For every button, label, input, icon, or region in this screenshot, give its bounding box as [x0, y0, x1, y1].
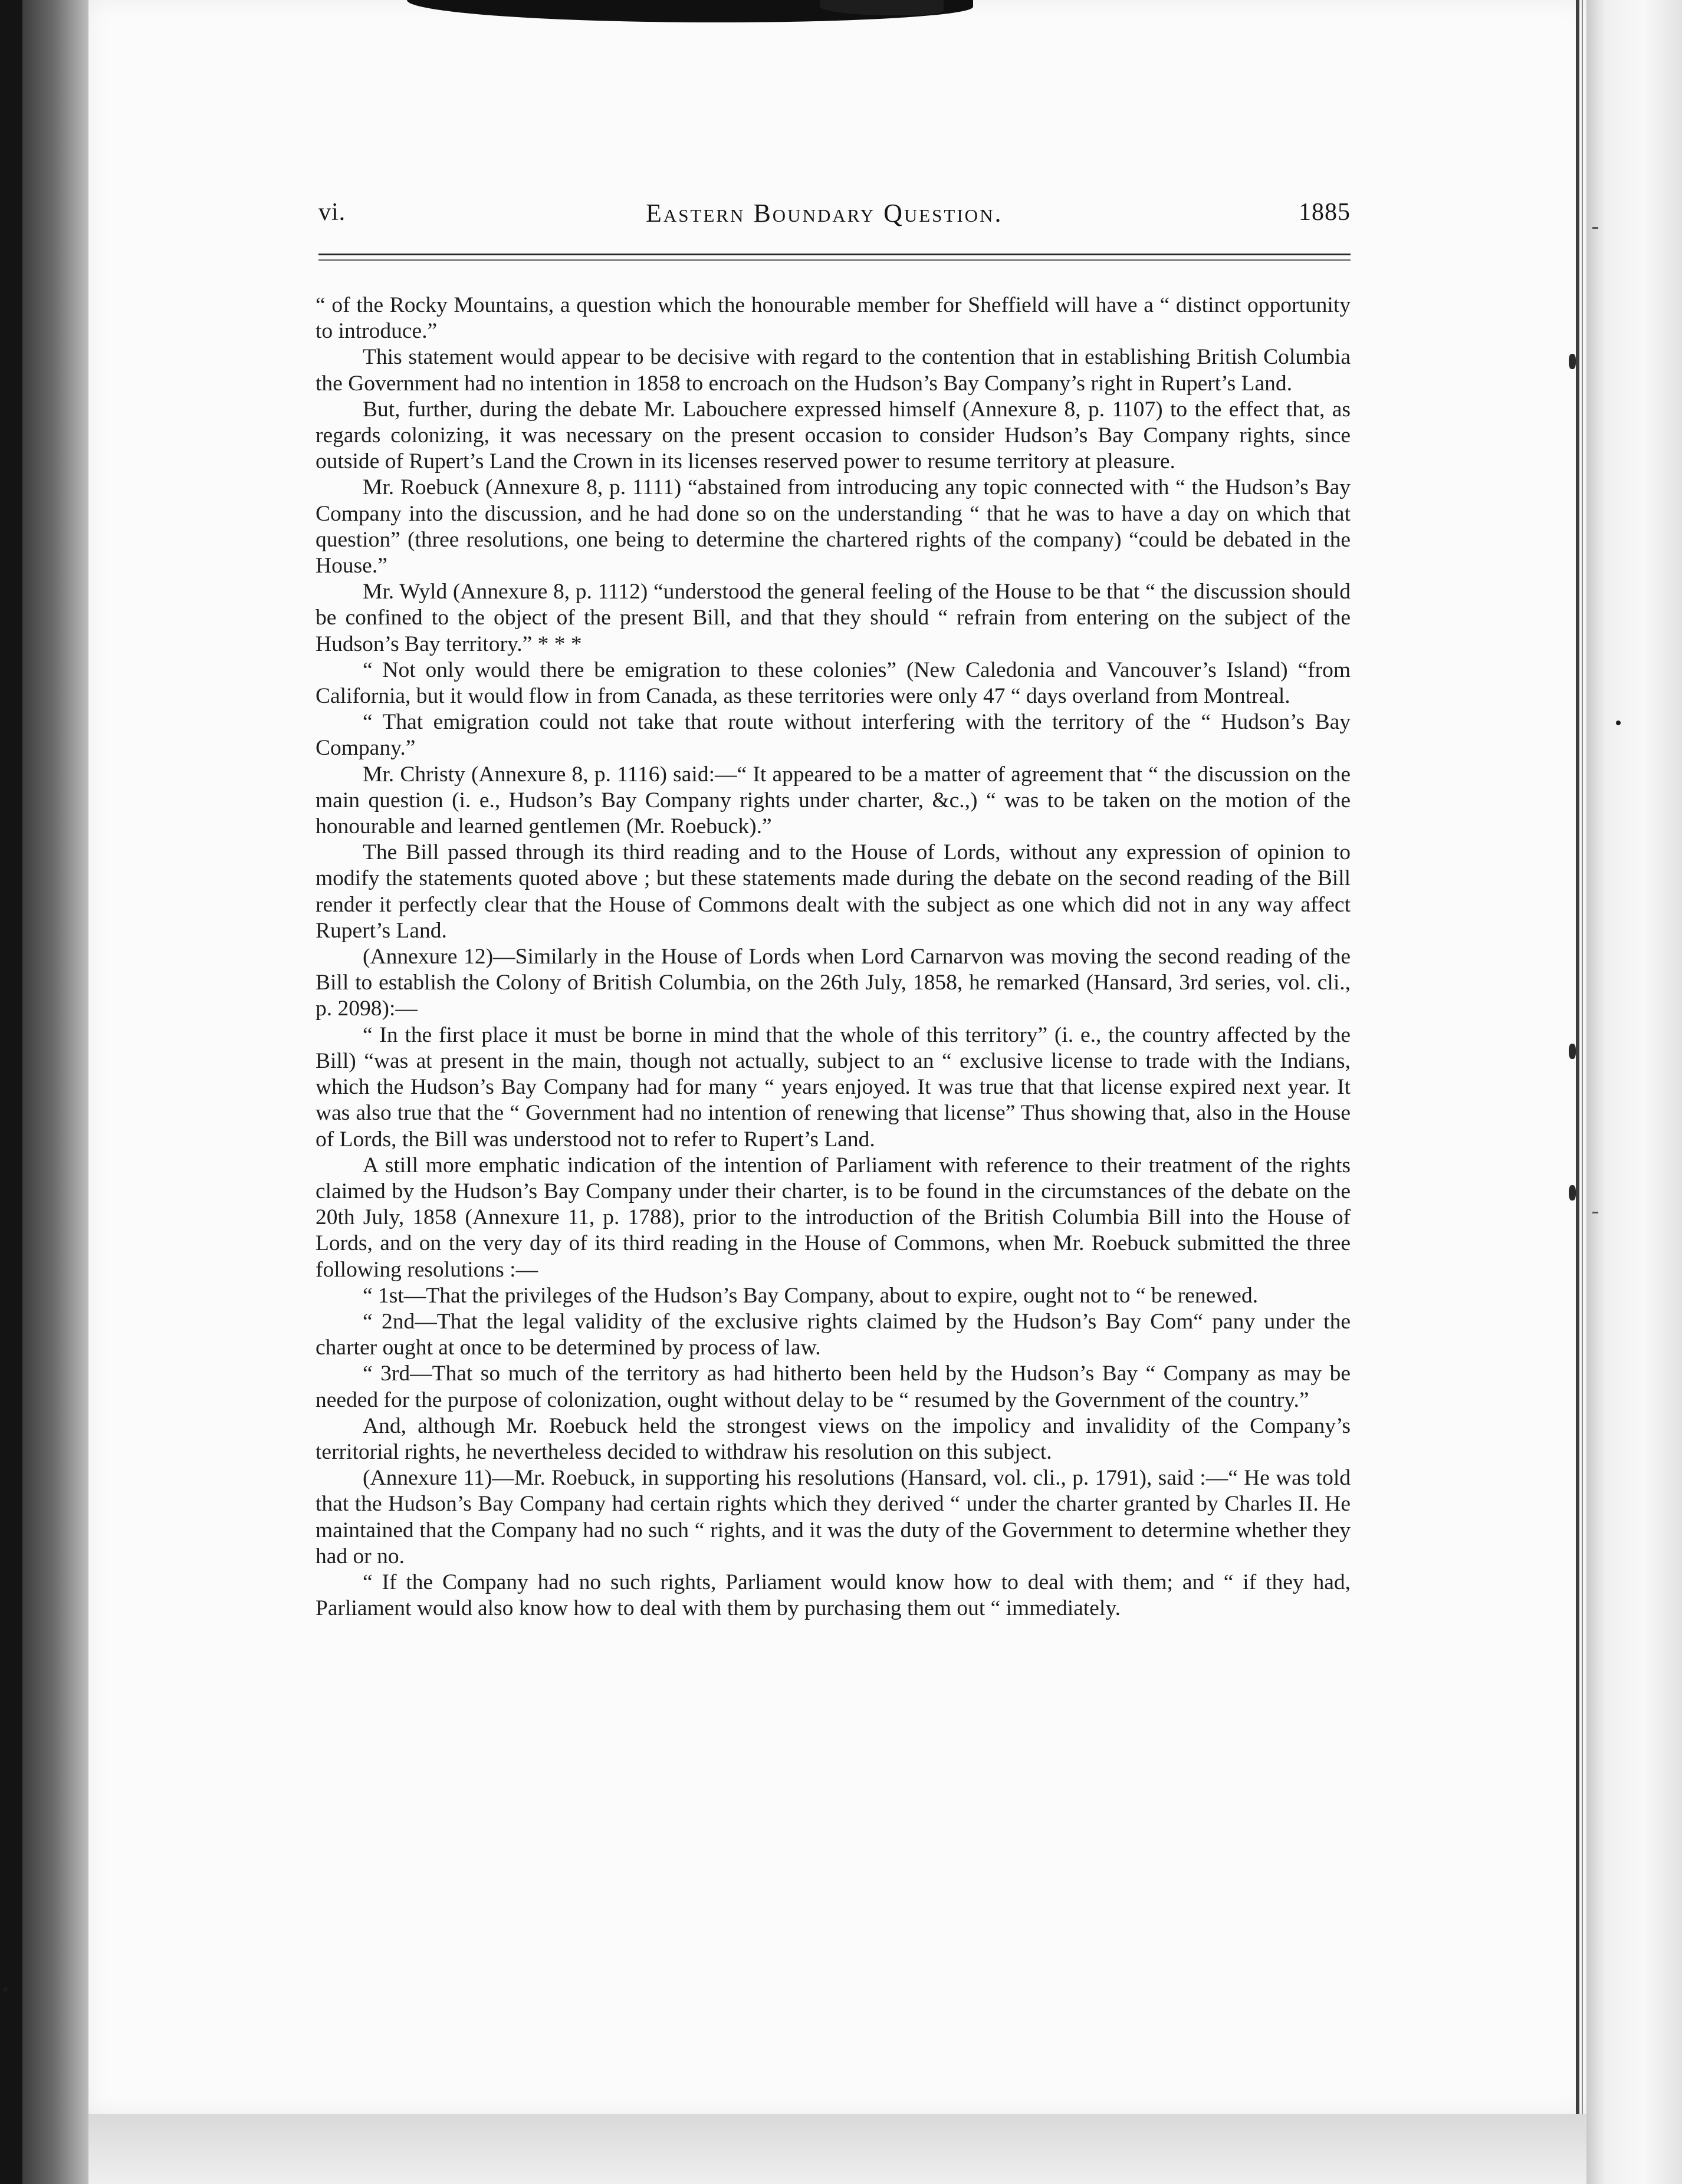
right-page-edge: [1586, 0, 1682, 2184]
paragraph: The Bill passed through its third reading and to the House of Lords, without any expression of opinion to modify the statements quoted above ; but these statements made during the debate on the second reading of the Bill render it perfectly clear that the House of Commons dealt with the subject as one which did not in any way affect Rupert’s Land.: [316, 840, 1351, 943]
running-header: [318, 198, 1351, 233]
paragraph: “ That emigration could not take that route without interfering with the territory of the “ Hudson’s Bay Company.”: [316, 710, 1351, 761]
left-binding-edge: [0, 0, 22, 2184]
paragraph: (Annexure 12)—Similarly in the House of Lords when Lord Carnarvon was moving the second reading of the Bill to establish the Colony of British Columbia, on the 26th July, 1858, he remarked (Hansard, 3rd series, vol. cli., p. 2098):—: [316, 945, 1351, 1021]
paragraph: But, further, during the debate Mr. Labouchere expressed himself (Annexure 8, p. 1107) to the effect that, as regards colonizing, it was necessary on the present occasion to consider Hudson’s Bay Company rights, since outside of Rupert’s Land the Crown in its licenses reserved power to resume territory at pleasure.: [316, 397, 1351, 474]
margin-tick: [1592, 1212, 1598, 1213]
page-folio: vi.: [318, 199, 346, 226]
paragraph: “ If the Company had no such rights, Parliament would know how to deal with them; and “ if they had, Parliament would also know how to deal with them by purchasing them out “ immediately.: [316, 1570, 1351, 1621]
paragraph: (Annexure 11)—Mr. Roebuck, in supporting his resolutions (Hansard, vol. cli., p. 1791), said :—“ He was told that the Hudson’s Bay Company had certain rights which they derived “ under the charter granted by Charles II. He maintained that the Company had no such “ rights, and it was the duty of the Government to determine whether they had or no.: [316, 1466, 1351, 1568]
binding-mark: [1569, 1044, 1576, 1059]
paragraph: Mr. Wyld (Annexure 8, p. 1112) “understood the general feeling of the House to be that “ the discussion should be confined to the object of the present Bill, and that they should “ refrain from entering on the subject of the Hudson’s Bay territory.” * * *: [316, 580, 1351, 656]
bottom-page-edge: [88, 2114, 1586, 2184]
header-rule-thin: [318, 259, 1351, 261]
paragraph: And, although Mr. Roebuck held the strongest views on the impolicy and invalidity of the Company’s territorial rights, he nevertheless decided to withdraw his resolution on this subject.: [316, 1413, 1351, 1464]
paragraph: “ 2nd—That the legal validity of the exclusive rights claimed by the Hudson’s Bay Com“ pany under the charter ought at once to be determined by process of law.: [316, 1309, 1351, 1360]
paragraph: “ of the Rocky Mountains, a question which the honourable member for Sheffield will have a “ distinct opportunity to introduce.”: [316, 293, 1351, 344]
paragraph: Mr. Christy (Annexure 8, p. 1116) said:—“ It appeared to be a matter of agreement that “ the discussion on the main question (i. e., Hudson’s Bay Company rights under charter, &c.,) “ was to be taken on the motion of the honourable and learned gentlemen (Mr. Roebuck).”: [316, 762, 1351, 839]
page-fold-line-secondary: [1582, 0, 1583, 2184]
binding-mark: [1569, 1185, 1576, 1200]
header-year: 1885: [1299, 199, 1351, 226]
body-text: [316, 292, 1351, 1621]
margin-tick: [1592, 227, 1598, 229]
page-fold-line: [1576, 0, 1579, 2184]
header-rule: [318, 254, 1351, 255]
edge-speck: [1616, 721, 1621, 725]
binding-mark: [1569, 354, 1576, 369]
paragraph: “ Not only would there be emigration to these colonies” (New Caledonia and Vancouver’s Island) “from California, but it would flow in from Canada, as these territories were only 47 “ days overland from Montreal.: [316, 657, 1351, 709]
paragraph: “ 3rd—That so much of the territory as had hitherto been held by the Hudson’s Bay “ Company as may be needed for the purpose of colonization, ought without delay to be “ resumed by the Government of the country.”: [316, 1361, 1351, 1412]
paragraph: Mr. Roebuck (Annexure 8, p. 1111) “abstained from introducing any topic connected with “ the Hudson’s Bay Company into the discussion, and he had done so on the understanding “ that he was to have a day on which that question” (three resolutions, one being to determine the chartered rights of the company) “could be debated in the House.”: [316, 475, 1351, 578]
paragraph: This statement would appear to be decisive with regard to the contention that in establishing British Columbia the Government had no intention in 1858 to encroach on the Hudson’s Bay Company’s right in Rupert’s Land.: [316, 345, 1351, 396]
paragraph: “ In the first place it must be borne in mind that the whole of this territory” (i. e., the country affected by the Bill) “was at present in the main, though not actually, subject to an “ exclusive license to trade with the Indians, which the Hudson’s Bay Company had for many “ years enjoyed. It was true that that license expired next year. It was also true that the “ Government had no intention of renewing that license” Thus showing that, also in the House of Lords, the Bill was understood not to refer to Rupert’s Land.: [316, 1022, 1351, 1152]
running-title: Eastern Boundary Question.: [646, 199, 1003, 228]
paragraph: A still more emphatic indication of the intention of Parliament with reference to their treatment of the rights claimed by the Hudson’s Bay Company under their charter, is to be found in the circumstances of the debate on the 20th July, 1858 (Annexure 11, p. 1788), prior to the introduction of the British Columbia Bill into the House of Lords, and on the very day of its third reading in the House of Commons, when Mr. Roebuck submitted the three following resolutions :—: [316, 1153, 1351, 1282]
edge-speck: [3, 1987, 8, 1992]
paragraph: “ 1st—That the privileges of the Hudson’s Bay Company, about to expire, ought not to “ be renewed.: [363, 1283, 1259, 1308]
